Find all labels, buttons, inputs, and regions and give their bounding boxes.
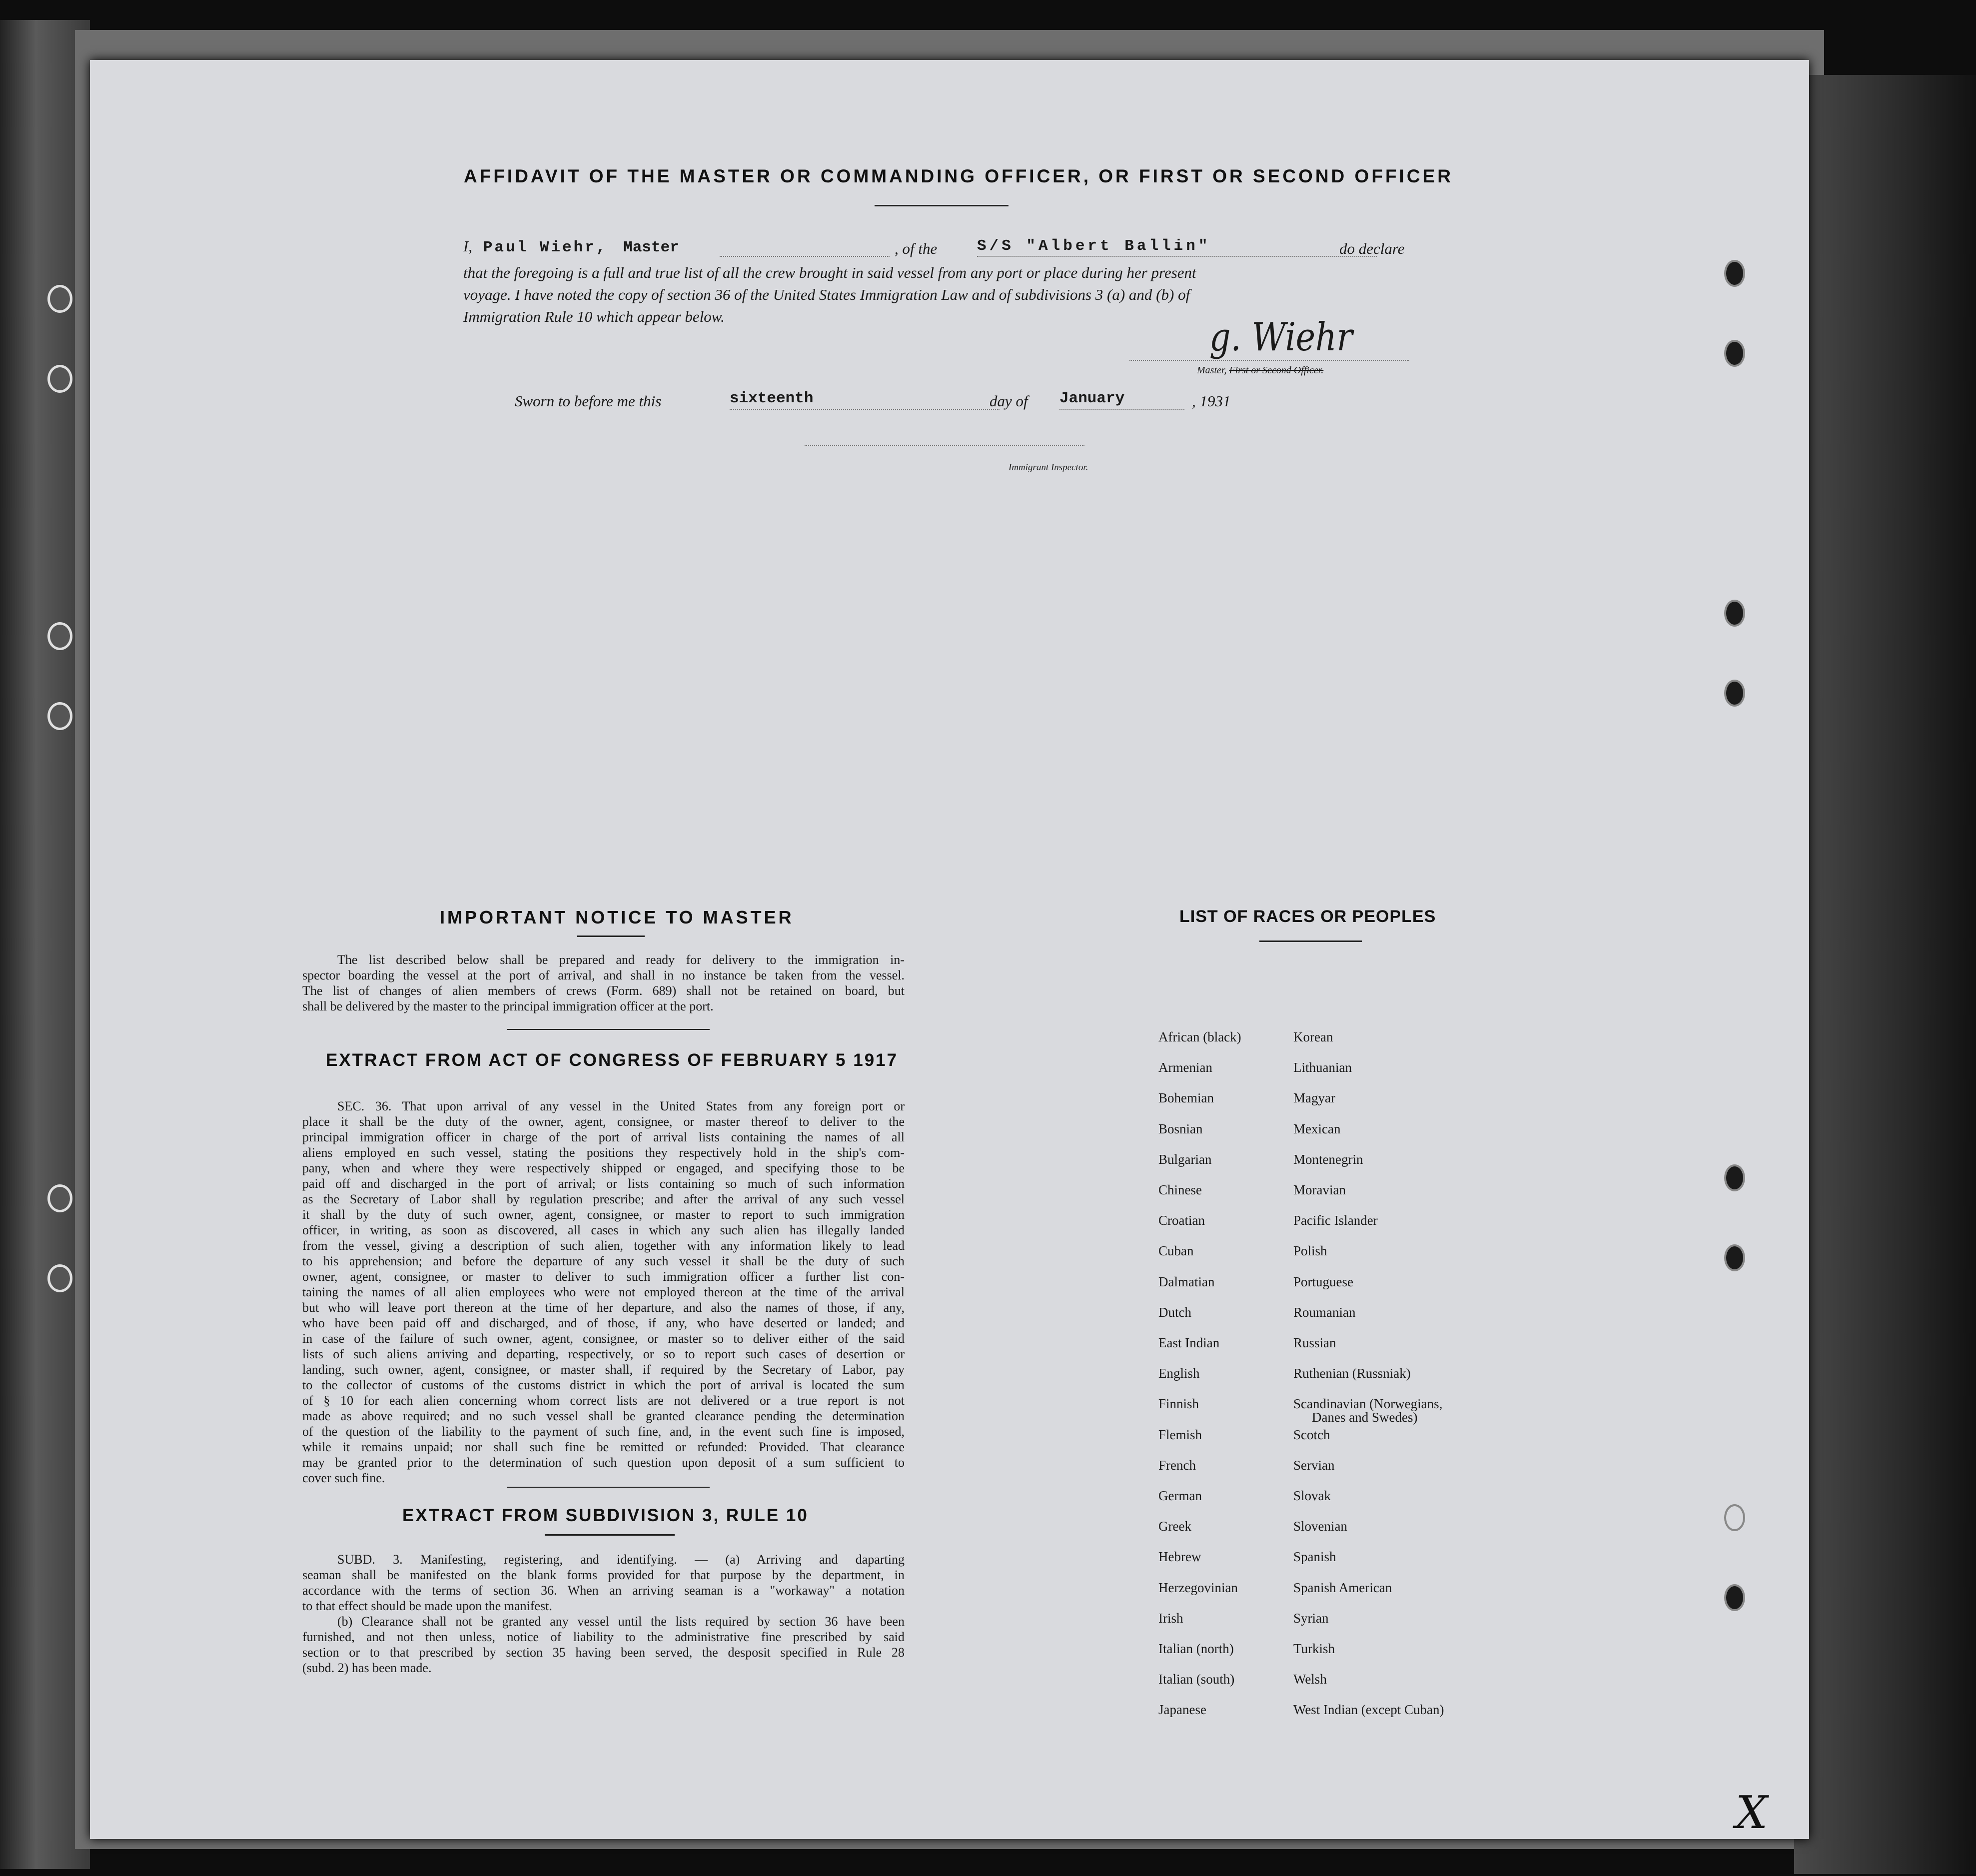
text-line: pany, when and where they were respectively shipped or engaged, and specifying those to be: [302, 1161, 905, 1175]
race-item: English: [1158, 1366, 1200, 1381]
text-line: in case of the failure of such owner, agent, consignee, or master so to deliver either of the said: [302, 1331, 905, 1346]
notice-end-divider: [507, 1029, 710, 1030]
corner-mark: X: [1736, 1787, 1768, 1839]
race-item: West Indian (except Cuban): [1293, 1702, 1444, 1718]
day-fill-line: [730, 409, 999, 410]
punch-hole-icon: [1724, 680, 1745, 707]
of-the-label: , of the: [895, 240, 938, 257]
punch-hole-icon: [1724, 1584, 1745, 1611]
race-item: Croatian: [1158, 1213, 1205, 1228]
i-label: I,: [463, 237, 473, 255]
act-end-divider: [507, 1487, 710, 1488]
extract-rule-text: [302, 1552, 905, 1676]
text-line: seaman shall be manifested on the blank forms provided for that purpose by the department, in: [302, 1568, 905, 1582]
binding-hole-icon: [47, 702, 72, 730]
race-item: Polish: [1293, 1243, 1327, 1259]
affidavit-line: Immigration Rule 10 which appear below.: [463, 308, 725, 325]
punch-hole-icon: [1724, 600, 1745, 627]
affidavit-line: that the foregoing is a full and true list of all the crew brought in said vessel from any port or place during her present: [463, 264, 1196, 281]
text-line: shall be delivered by the master to the principal immigration officer at the port.: [302, 999, 714, 1013]
sworn-label: Sworn to before me this: [515, 392, 662, 410]
race-item: Ruthenian (Russniak): [1293, 1366, 1411, 1381]
text-line: who have been paid off and discharged, and of those, if any, who have deserted or landed; and: [302, 1316, 905, 1330]
race-item: Korean: [1293, 1029, 1333, 1044]
text-line: aliens employed en such vessel, stating the positions they respectively hold in the ship's com-: [302, 1145, 905, 1160]
punch-hole-icon: [1724, 1164, 1745, 1191]
race-item: Scotch: [1293, 1427, 1330, 1442]
text-line: of the question of the liability to the payment of such fine, and, in the event such fine is imposed,: [302, 1424, 905, 1439]
vessel-name: S/S "Albert Ballin": [977, 237, 1211, 255]
affidavit-declaration: [463, 237, 1423, 256]
caption-struck: First or Second Officer.: [1229, 365, 1324, 376]
sworn-month: January: [1059, 390, 1125, 407]
races-title: LIST OF RACES OR PEOPLES: [1179, 907, 1436, 926]
race-item: German: [1158, 1488, 1202, 1503]
master-signature: g. Wiehr: [1209, 315, 1353, 360]
text-line: but who will leave port thereon at the time of her departure, and also the names of those, if any,: [302, 1300, 905, 1315]
master-rank: Master: [623, 239, 679, 256]
declare-label: do declare: [1339, 240, 1405, 257]
inspector-caption: Immigrant Inspector.: [1008, 462, 1088, 473]
text-line: may be granted prior to the determination of such question upon deposit of a sum sufficient to: [302, 1455, 905, 1470]
text-line: cover such fine.: [302, 1471, 385, 1485]
text-line: to that effect should be made upon the manifest.: [302, 1599, 552, 1613]
race-item: Lithuanian: [1293, 1060, 1352, 1075]
punch-hole-icon: [1724, 1504, 1745, 1531]
race-item: Slovenian: [1293, 1519, 1347, 1534]
race-item: Montenegrin: [1293, 1151, 1363, 1167]
race-item: Roumanian: [1293, 1304, 1356, 1320]
month-fill-line: [1059, 409, 1184, 410]
signature-caption: [1197, 365, 1323, 376]
race-item: Moravian: [1293, 1182, 1346, 1197]
punch-hole-icon: [1724, 260, 1745, 287]
notice-text: [302, 952, 905, 1014]
title-divider: [875, 205, 1008, 206]
race-item: Irish: [1158, 1610, 1183, 1626]
race-item: Spanish: [1293, 1549, 1336, 1565]
race-item: Turkish: [1293, 1641, 1335, 1656]
race-item: Chinese: [1158, 1182, 1202, 1197]
text-line: landing, such owner, agent, consignee, or master shall, if required by the Secretary of Labor, pay: [302, 1362, 905, 1377]
race-item: Servian: [1293, 1457, 1335, 1473]
extract-act-text: [302, 1098, 905, 1486]
text-line: SEC. 36. That upon arrival of any vessel in the United States from any foreign port or: [337, 1099, 905, 1113]
text-line: furnished, and not then unless, notice of liability to the administrative fine prescribed by said: [302, 1630, 905, 1644]
text-line: to the collector of customs of the customs district in which the port of arrival is located the sum: [302, 1378, 905, 1392]
race-item: Flemish: [1158, 1427, 1202, 1442]
vessel-fill-line: [977, 256, 1377, 257]
text-line: SUBD. 3. Manifesting, registering, and identifying. — (a) Arriving and daparting: [337, 1552, 905, 1567]
text-line: of § 10 for each alien concerning whom correct lists are not delivered or a true report is not: [302, 1393, 905, 1408]
race-item: Bohemian: [1158, 1090, 1214, 1106]
race-item: Portuguese: [1293, 1274, 1353, 1289]
text-line: (b) Clearance shall not be granted any vessel until the lists required by section 36 have been: [337, 1614, 905, 1629]
text-line: taining the names of all alien employees who were not employed thereon at the time of the arrival: [302, 1285, 905, 1299]
text-line: lists of such aliens arriving and departing, respectively, or so to report such cases of desertion or: [302, 1347, 905, 1361]
race-item: Cuban: [1158, 1243, 1194, 1259]
binding-hole-icon: [47, 285, 72, 313]
notice-divider: [577, 936, 645, 937]
punch-hole-icon: [1724, 340, 1745, 367]
punch-hole-icon: [1724, 1244, 1745, 1271]
document-page: [90, 60, 1809, 1839]
race-item: Italian (south): [1158, 1672, 1235, 1687]
caption-master: Master,: [1197, 365, 1227, 376]
text-line: principal immigration officer in charge of the port of arrival lists containing the names of all: [302, 1130, 905, 1144]
race-item: Slovak: [1293, 1488, 1331, 1503]
race-item: Dalmatian: [1158, 1274, 1215, 1289]
race-item: French: [1158, 1457, 1196, 1473]
race-item: Welsh: [1293, 1672, 1327, 1687]
text-line: while it remains unpaid; nor shall such fine be remitted or refunded: Provided. That clearance: [302, 1440, 905, 1454]
race-item: Italian (north): [1158, 1641, 1234, 1656]
sworn-year: , 1931: [1192, 392, 1231, 410]
binding-hole-icon: [47, 1264, 72, 1292]
extract-act-title: EXTRACT FROM ACT OF CONGRESS OF FEBRUARY 5 1917: [326, 1050, 899, 1070]
text-line: made as above required; and no such vessel shall be granted clearance pending the determination: [302, 1409, 905, 1423]
race-item: Herzegovinian: [1158, 1580, 1238, 1595]
race-item: Greek: [1158, 1519, 1191, 1534]
race-item: Scandinavian (Norwegians,: [1293, 1396, 1443, 1412]
race-item: Mexican: [1293, 1121, 1341, 1136]
rank-fill-line: [720, 256, 890, 257]
race-item: Magyar: [1293, 1090, 1335, 1106]
master-name: Paul Wiehr,: [483, 239, 608, 256]
extract-rule-title: EXTRACT FROM SUBDIVISION 3, RULE 10: [402, 1506, 809, 1525]
text-line: (subd. 2) has been made.: [302, 1661, 432, 1675]
race-item: Bosnian: [1158, 1121, 1203, 1136]
binding-hole-icon: [47, 365, 72, 393]
rule-divider: [545, 1534, 675, 1536]
race-item: Syrian: [1293, 1610, 1329, 1626]
race-item-continuation: Danes and Swedes): [1312, 1410, 1418, 1425]
signature-line: [1129, 360, 1409, 361]
text-line: officer, in writing, as soon as discovered, all cases in which any such alien has illegally landed: [302, 1223, 905, 1237]
race-item: Hebrew: [1158, 1549, 1201, 1565]
text-line: spector boarding the vessel at the port of arrival, and shall in no instance be taken from the vessel.: [302, 968, 905, 982]
race-item: East Indian: [1158, 1335, 1220, 1350]
text-line: owner, agent, consignee, or master to deliver to such immigration officer a further list con-: [302, 1269, 905, 1284]
races-divider: [1259, 940, 1362, 942]
race-item: Armenian: [1158, 1060, 1212, 1075]
sworn-day: sixteenth: [730, 390, 814, 407]
affidavit-title: AFFIDAVIT OF THE MASTER OR COMMANDING OFFICER, OR FIRST OR SECOND OFFICER: [464, 166, 1453, 186]
race-item: Finnish: [1158, 1396, 1199, 1412]
right-binding-edge: [1794, 75, 1976, 1874]
race-item: Russian: [1293, 1335, 1336, 1350]
text-line: accordance with the terms of section 36. When an arriving seaman is a "workaway" a notation: [302, 1583, 905, 1598]
notice-title: IMPORTANT NOTICE TO MASTER: [440, 907, 794, 928]
text-line: it shall by the duty of such owner, agent, consignee, or master to report to such immigration: [302, 1207, 905, 1222]
binding-hole-icon: [47, 622, 72, 650]
inspector-line: [805, 445, 1084, 446]
race-item: Japanese: [1158, 1702, 1206, 1718]
text-line: The list described below shall be prepared and ready for delivery to the immigration in-: [337, 952, 905, 967]
race-item: Spanish American: [1293, 1580, 1392, 1595]
text-line: section or to that prescribed by section 35 having been served, the desposit specified in Rule 28: [302, 1645, 905, 1660]
day-of-label: day of: [989, 392, 1028, 410]
race-item: African (black): [1158, 1029, 1241, 1044]
binding-hole-icon: [47, 1184, 72, 1212]
race-item: Pacific Islander: [1293, 1213, 1378, 1228]
race-item: Dutch: [1158, 1304, 1191, 1320]
text-line: place it shall be the duty of the owner, agent, consignee, or master thereof to deliver to the: [302, 1114, 905, 1129]
text-line: paid off and discharged in the port of arrival; or lists containing so much of such information: [302, 1176, 905, 1191]
text-line: to his apprehension; and before the departure of any such vessel it shall be the duty of such: [302, 1254, 905, 1268]
text-line: as the Secretary of Labor shall by regulation prescribe; and after the arrival of any such vessel: [302, 1192, 905, 1206]
race-item: Bulgarian: [1158, 1151, 1212, 1167]
text-line: The list of changes of alien members of crews (Form. 689) shall not be retained on board, but: [302, 983, 905, 998]
affidavit-line: voyage. I have noted the copy of section 36 of the United States Immigration Law and of subdivisions 3 (a) and (b) of: [463, 286, 1190, 303]
text-line: from the vessel, giving a description of such alien, together with any information likely to lead: [302, 1238, 905, 1253]
